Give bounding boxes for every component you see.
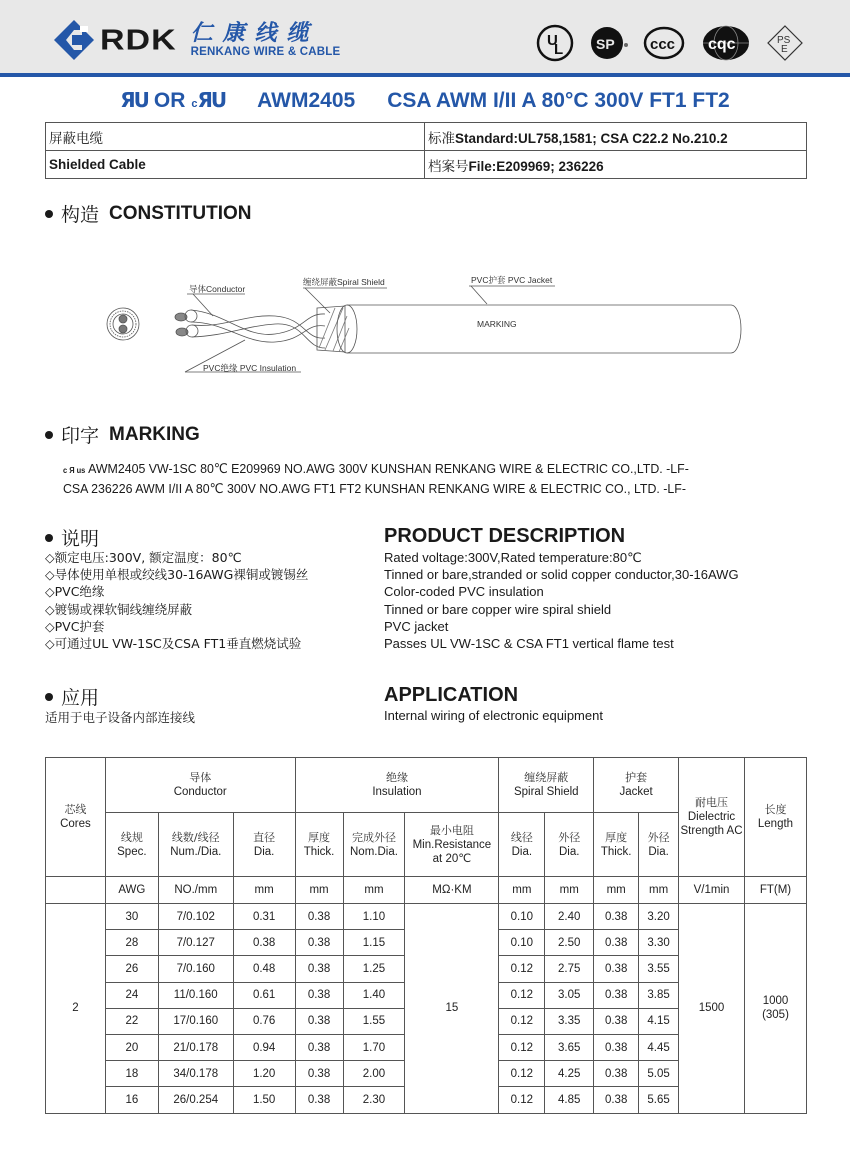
bullet-icon: [45, 210, 53, 218]
csa-cert-icon: [589, 23, 629, 63]
cul-us-mark: c Я us: [63, 466, 86, 475]
svg-text:ccc: ccc: [650, 36, 676, 53]
product-title: [0, 88, 850, 113]
pse-cert-icon: [765, 23, 805, 63]
conductor-label: 导体Conductor: [189, 284, 246, 294]
title-model: AWM2405: [257, 89, 356, 112]
table-row: 26 7/0.160 0.48 0.38 1.25 0.12 2.75 0.38 3.55: [46, 956, 807, 982]
description-list-cn: ◇额定电压:300V, 额定温度：80℃ ◇导体使用单根或绞线30-16AWG裸铜或镀锡丝 ◇PVC绝缘 ◇镀锡或裸软铜线缠绕屏蔽 ◇PVC护套 ◇可通过UL VW-1SC及CSA FT1垂直燃烧试验: [45, 550, 309, 652]
description-heading-en: PRODUCT DESCRIPTION: [384, 525, 626, 547]
table-row: 24 11/0.160 0.61 0.38 1.40 0.12 3.05 0.38 3.85: [46, 982, 807, 1008]
cores-value: 2: [46, 904, 106, 1114]
application-heading-en: APPLICATION: [384, 684, 519, 706]
header-min-resistance: 最小电阻 Min.Resistance at 20℃: [405, 813, 499, 877]
svg-text:SP: SP: [596, 36, 615, 52]
ul-cert-icon: [535, 23, 575, 63]
length-value: 1000 (305): [744, 904, 806, 1114]
brand-name-cn: 仁康线缆: [190, 20, 319, 45]
application-text-cn: 适用于电子设备内部连接线: [45, 710, 196, 725]
file-number-cell: 档案号File:E209969; 236226: [425, 151, 807, 179]
title-c-prefix: c: [191, 98, 198, 110]
marking-line-2: CSA 236226 AWM I/II A 80℃ 300V NO.AWG FT1 FT2 KUNSHAN RENKANG WIRE & ELECTRIC CO., LTD. -LF-: [63, 481, 686, 496]
cqc-cert-icon: [701, 23, 751, 63]
table-row: 16 26/0.254 1.50 0.38 2.30 0.12 4.85 0.38 5.65: [46, 1087, 807, 1113]
header-insulation-thick: 厚度 Thick.: [295, 813, 343, 877]
header-insulation: 绝缘 Insulation: [295, 758, 499, 813]
specification-table: [45, 757, 807, 1114]
marking-text: [63, 460, 689, 498]
header-dielectric: 耐电压 Dielectric Strength AC: [679, 758, 745, 877]
table-row: 28 7/0.127 0.38 0.38 1.15 0.10 2.50 0.38 3.30: [46, 930, 807, 956]
standard-cell: 标准Standard:UL758,1581; CSA C22.2 No.210.2: [425, 123, 807, 151]
bullet-icon: [45, 431, 53, 439]
table-row: 22 17/0.160 0.76 0.38 1.55 0.12 3.35 0.38 4.15: [46, 1008, 807, 1034]
svg-text:L: L: [554, 41, 564, 58]
marking-line-1: AWM2405 VW-1SC 80℃ E209969 NO.AWG 300V KUNSHAN RENKANG WIRE & ELECTRIC CO.,LTD. -LF-: [88, 461, 689, 476]
insulation-label: PVC绝缘 PVC Insulation: [203, 363, 297, 373]
cur-mark-icon: ЯU: [197, 88, 226, 112]
ccc-cert-icon: [643, 23, 687, 63]
standards-table: [45, 122, 807, 179]
header-jacket: 护套 Jacket: [594, 758, 679, 813]
table-row: 2 30 7/0.102 0.31 0.38 1.10 15 0.10 2.40 0.38 3.20 1500 1000 (305): [46, 904, 807, 930]
title-or: OR: [153, 89, 186, 112]
description-heading-cn: 说明: [45, 524, 109, 551]
svg-text:E: E: [781, 44, 788, 55]
svg-text:cqc: cqc: [708, 36, 736, 53]
brand-name-en: RENKANG WIRE & CABLE: [190, 46, 341, 58]
spiral-shield-label: 缠绕屏蔽Spiral Shield: [303, 277, 385, 287]
header-num-dia: 线数/线径 Num./Dia.: [158, 813, 233, 877]
construction-heading: 构造 CONSTITUTION: [45, 200, 252, 227]
header-cores: 芯线 Cores: [46, 758, 106, 877]
description-list-en: Rated voltage:300V,Rated temperature:80℃ Tinned or bare,stranded or solid copper conductor,30-16AWG Color-coded PVC insulation Tinned or bare copper wire spiral shield PVC jacket Passes UL VW-1SC & CSA FT1 vertical flame test: [384, 550, 739, 652]
header-spiral-shield: 缠绕屏蔽 Spiral Shield: [499, 758, 594, 813]
header-jacket-thick: 厚度 Thick.: [594, 813, 639, 877]
dielectric-value: 1500: [679, 904, 745, 1114]
application-heading-cn: 应用: [45, 683, 109, 710]
header-rule: [0, 73, 850, 77]
svg-text:PS: PS: [777, 35, 791, 46]
cable-type-cn: 屏蔽电缆: [46, 123, 425, 151]
header-nom-dia: 完成外径 Nom.Dia.: [343, 813, 405, 877]
min-resistance-value: 15: [405, 904, 499, 1114]
ur-mark-icon: ЯU: [120, 88, 148, 112]
title-rating: CSA AWM I/II A 80°C 300V FT1 FT2: [387, 89, 730, 112]
svg-text:U: U: [547, 32, 558, 49]
table-row: 20 21/0.178 0.94 0.38 1.70 0.12 3.65 0.38 4.45: [46, 1034, 807, 1060]
bullet-icon: [45, 534, 53, 542]
brand-name: RDK: [100, 23, 177, 57]
jacket-label: PVC护套 PVC Jacket: [471, 275, 553, 285]
header-conductor-dia: 直径 Dia.: [233, 813, 295, 877]
certification-logos: [535, 23, 805, 63]
company-logo: [52, 18, 340, 62]
jacket-marking-label: MARKING: [477, 319, 517, 329]
header-length: 长度 Length: [744, 758, 806, 877]
units-row: AWG NO./mm mm mm mm MΩ·KM mm mm mm mm V/1min FT(M): [46, 877, 807, 904]
table-row: 18 34/0.178 1.20 0.38 2.00 0.12 4.25 0.38 5.05: [46, 1061, 807, 1087]
header-shield-wire-dia: 线径 Dia.: [499, 813, 545, 877]
header-band: [0, 0, 850, 77]
header-jacket-od: 外径 Dia.: [639, 813, 679, 877]
bullet-icon: [45, 693, 53, 701]
marking-heading: 印字 MARKING: [45, 421, 200, 448]
header-spec: 线规 Spec.: [105, 813, 158, 877]
header-conductor: 导体 Conductor: [105, 758, 295, 813]
application-text-en: Internal wiring of electronic equipment: [384, 708, 603, 723]
rdk-diamond-logo-icon: [52, 18, 96, 62]
cable-type-en: Shielded Cable: [46, 151, 425, 179]
cable-construction-diagram: [95, 268, 755, 378]
header-shield-od: 外径 Dia.: [545, 813, 594, 877]
